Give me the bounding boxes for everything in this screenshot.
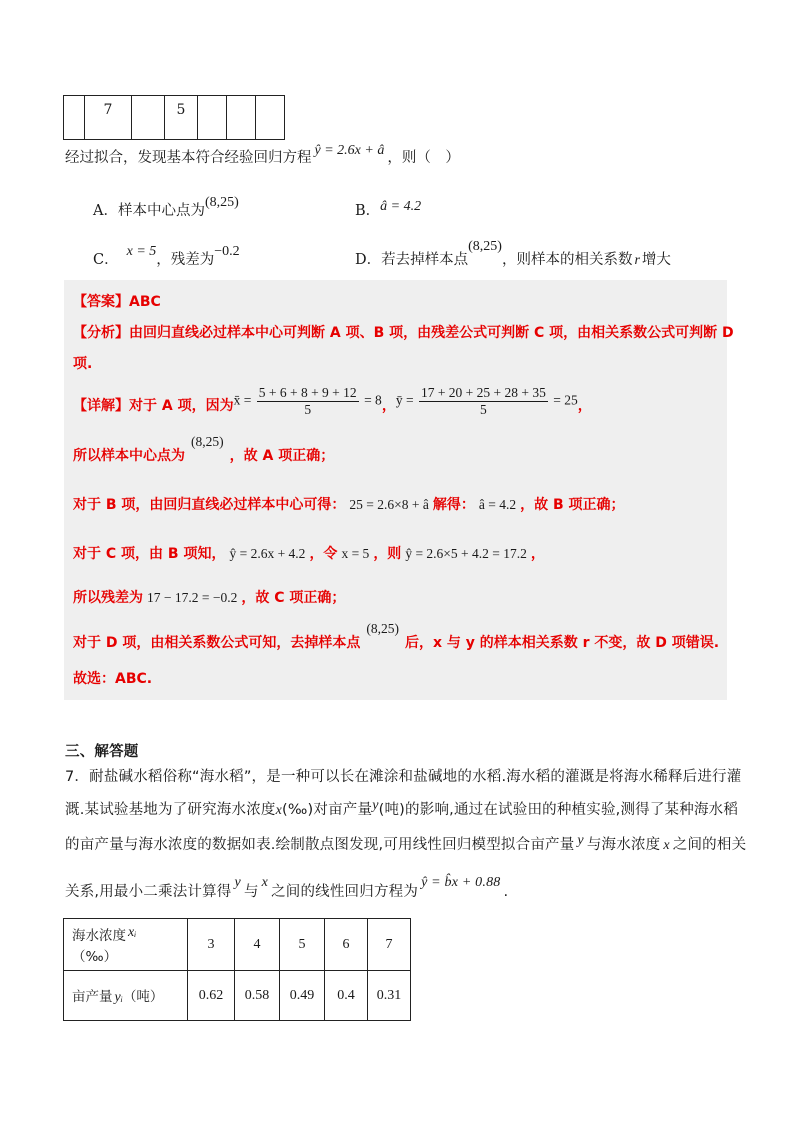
- table-cell: 6: [325, 919, 368, 971]
- table-cell: 5: [280, 919, 325, 971]
- detail-line-b: 对于 B 项，由回归直线必过样本中心可得： 25 = 2.6×8 + â 解得： â = 4.2 ，故 B 项正确；: [73, 497, 625, 513]
- analysis-line-1: 【分析】由回归直线必过样本中心可判断 A 项、B 项，由残差公式可判断 C 项，由相关系数公式可判断 D: [73, 325, 734, 341]
- option-c: C．x = 5，残差为−0.2: [93, 244, 240, 268]
- table-row: [64, 971, 411, 1021]
- table-cell: 0.31: [368, 971, 411, 1021]
- option-d: D．若去掉样本点(8,25)，则样本的相关系数 r 增大: [355, 239, 671, 268]
- question7-line-4: 关系,用最小二乘法计算得y与x之间的线性回归方程为ŷ = b̂x + 0.88.: [65, 875, 509, 900]
- final-answer: 故选：ABC.: [73, 671, 153, 687]
- detail-line-c: 对于 C 项，由 B 项知， ŷ = 2.6x + 4.2 ，令 x = 5 ，则 ŷ = 2.6×5 + 4.2 = 17.2 ，: [73, 546, 545, 562]
- top-table-cell: 5: [165, 96, 198, 140]
- question7-line-3: 的亩产量与海水浓度的数据如表.绘制散点图发现,可用线性回归模型拟合亩产量 y 与海水浓度 x 之间的相关: [65, 833, 747, 853]
- data-table: [63, 918, 411, 1021]
- top-table-fragment: [63, 95, 285, 140]
- analysis-line-2: 项.: [73, 356, 93, 372]
- q6-stem: 经过拟合，发现基本符合经验回归方程 ŷ = 2.6x + â ，则（ ）: [65, 143, 460, 166]
- detail-line-c2: 所以残差为 17 − 17.2 = −0.2 ，故 C 项正确；: [73, 590, 346, 606]
- option-a: A．样本中心点为(8,25): [93, 195, 239, 219]
- table-cell: 0.58: [235, 971, 280, 1021]
- detail-line-a2: 所以样本中心点为(8,25)，故 A 项正确；: [73, 434, 335, 464]
- table-cell: 0.49: [280, 971, 325, 1021]
- question7-line-2: 溉.某试验基地为了研究海水浓度x(‰)对亩产量y(吨)的影响,通过在试验田的种植实验,测得了某种海水稻: [65, 798, 739, 818]
- table-cell: 0.62: [188, 971, 235, 1021]
- top-table-cell: [227, 96, 256, 140]
- x-mean-fraction: $\frac{5 + 6 + 8 + 9 + 12}{5}$: [258, 385, 357, 417]
- table-header-y: 亩产量 yᵢ（吨）: [64, 971, 188, 1021]
- top-table-cell: [256, 96, 285, 140]
- table-header-x: 海水浓度 xᵢ （‰）: [64, 919, 188, 971]
- table-cell: 4: [235, 919, 280, 971]
- table-cell: 7: [368, 919, 411, 971]
- regression-equation: ŷ = 2.6x + â: [314, 143, 385, 158]
- top-table-cell: [198, 96, 227, 140]
- table-cell: 3: [188, 919, 235, 971]
- question7-regression-equation: ŷ = b̂x + 0.88: [421, 875, 501, 890]
- detail-line-d: 对于 D 项，由相关系数公式可知，去掉样本点(8,25)后，x 与 y 的样本相关系数 r 不变，故 D 项错误.: [73, 621, 720, 651]
- table-cell: 0.4: [325, 971, 368, 1021]
- detail-line-a: 【详解】对于 A 项，因为x̄ = $\frac{5 + 6 + 8 + 9 + 12}{5}$ = 8，ȳ = $\frac{17 + 20 + 25 + 28 + 35}{5}$ = 25，: [73, 385, 592, 417]
- option-b: B．â = 4.2: [355, 199, 422, 219]
- top-table-cell: 7: [85, 96, 132, 140]
- y-mean-fraction: $\frac{17 + 20 + 25 + 28 + 35}{5}$: [420, 385, 546, 417]
- question7-line-1: 7．耐盐碱水稻俗称“海水稻”，是一种可以长在滩涂和盐碱地的水稻.海水稻的灌溉是将海水稀释后进行灌: [65, 769, 742, 785]
- top-table-cell: [64, 96, 85, 140]
- answer-label: 【答案】ABC: [73, 294, 161, 310]
- section-title: 三、解答题: [65, 744, 139, 760]
- table-row: [64, 919, 411, 971]
- top-table-cell: [132, 96, 165, 140]
